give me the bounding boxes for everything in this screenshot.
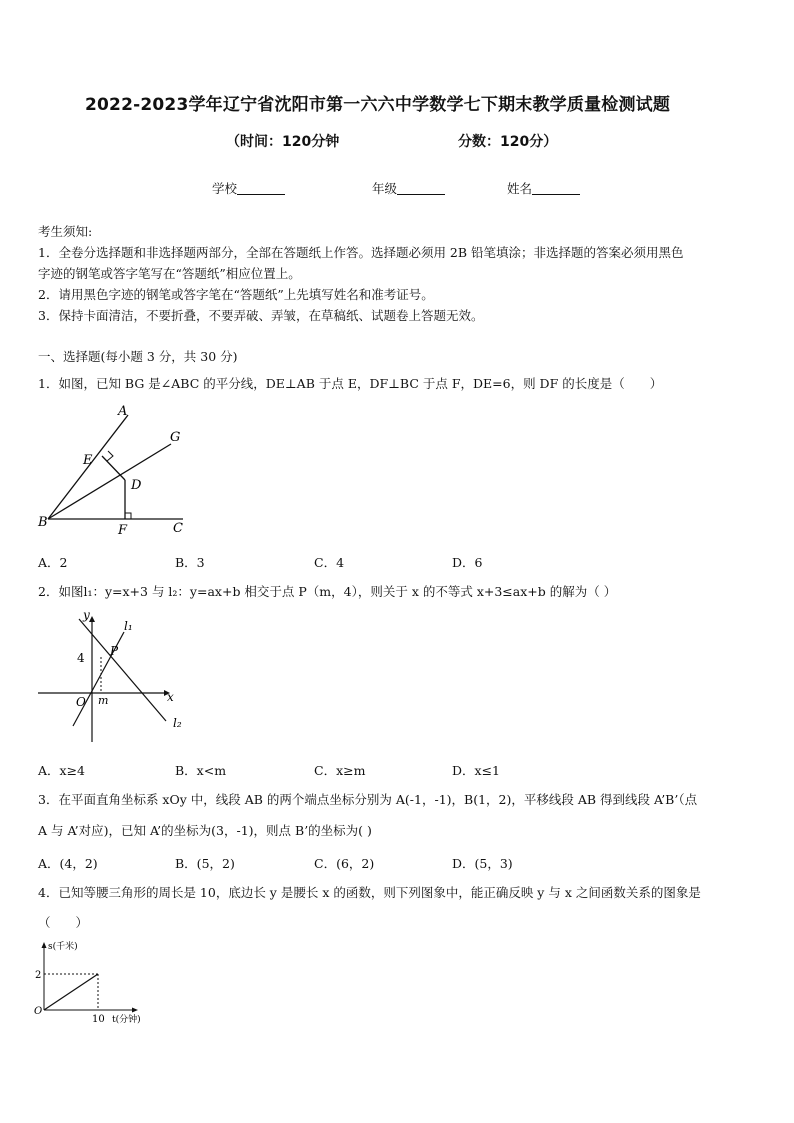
label-x: x [167,690,174,704]
page-title: 2022-2023学年辽宁省沈阳市第一六六中学数学七下期末教学质量检测试题 [85,95,671,115]
label-a: A [118,404,128,419]
label-t-axis: t(分钟) [112,1015,141,1025]
q1-option-c[interactable]: C．4 [314,555,345,570]
notice-heading: 考生须知: [38,224,93,239]
q2-stem: 2．如图l₁：y=x+3 与 l₂：y=ax+b 相交于点 P（m，4），则关于 x 的不等式 x+3≤ax+b 的解为（ ） [38,584,617,599]
s-axis-arrow [42,942,47,948]
label-s-axis: s(千米) [48,942,78,952]
time-label: （时间：120分钟 [226,134,340,150]
label-10: 10 [92,1014,105,1025]
school-field[interactable] [212,181,285,197]
label-o: O [34,1006,43,1017]
label-l1: l₁ [124,619,133,633]
segment-de [102,456,125,480]
q1-stem: 1．如图，已知 BG 是∠ABC 的平分线，DE⊥AB 于点 E，DF⊥BC 于点 F，DE=6，则 DF 的长度是（ ） [38,376,663,391]
notice-item-1b: 字迹的钢笔或答字笔写在“答题纸”相应位置上。 [38,266,301,281]
right-angle-f [125,513,131,519]
label-y: y [83,608,90,622]
school-label: 学校 [212,181,238,196]
school-blank[interactable] [237,182,285,195]
name-field[interactable] [507,181,580,197]
label-l2: l₂ [173,716,182,730]
notice-item-3: 3．保持卡面清洁，不要折叠，不要弄破、弄皱，在草稿纸、试题卷上答题无效。 [38,308,484,323]
score-label: 分数：120分） [458,134,558,150]
label-g: G [170,430,181,445]
label-c: C [173,521,183,536]
label-o: O [76,695,86,709]
q2-option-c[interactable]: C．x≥m [314,763,366,778]
line-bg [48,444,171,519]
label-2: 2 [35,970,42,981]
label-p: P [110,644,119,658]
label-b: B [38,515,48,530]
t-axis-arrow [132,1008,138,1013]
q3-option-b[interactable]: B．(5，2) [175,856,235,871]
label-m: m [98,694,109,707]
q4-line-1: 4．已知等腰三角形的周长是 10，底边长 y 是腰长 x 的函数，则下列图象中，能正确反映 y 与 x 之间函数关系的图象是 [38,885,701,900]
q3-line-1: 3．在平面直角坐标系 xOy 中，线段 AB 的两个端点坐标分别为 A(-1，-1)，B(1，2)，平移线段 AB 得到线段 A’B’（点 [38,792,698,807]
q3-option-a[interactable]: A．(4，2) [38,856,98,871]
label-4: 4 [77,651,85,665]
name-label: 姓名 [507,181,533,196]
grade-label: 年级 [372,181,398,196]
q2-option-d[interactable]: D．x≤1 [452,763,500,778]
y-axis-arrow [89,616,95,622]
q3-option-d[interactable]: D．(5，3) [452,856,513,871]
q2-option-a[interactable]: A．x≥4 [38,763,86,778]
q1-option-a[interactable]: A．2 [38,555,68,570]
q1-option-d[interactable]: D．6 [452,555,483,570]
q3-line-2: A 与 A’对应)，已知 A’的坐标为(3，-1)，则点 B’的坐标为( ) [38,823,372,838]
q4-figure [30,938,150,1028]
label-e: E [83,453,93,468]
q2-option-b[interactable]: B．x<m [175,763,227,778]
q3-option-c[interactable]: C．(6，2) [314,856,375,871]
q2-figure [36,608,196,748]
graph-line [44,974,98,1010]
notice-item-1a: 1．全卷分选择题和非选择题两部分，全部在答题纸上作答。选择题必须用 2B 铅笔填涂；非选择题的答案必须用黑色 [38,245,684,260]
label-d: D [131,478,142,493]
grade-field[interactable] [372,181,445,197]
label-f: F [118,523,128,538]
notice-item-2: 2．请用黑色字迹的钢笔或答字笔在“答题纸”上先填写姓名和准考证号。 [38,287,434,302]
q1-figure [36,400,196,540]
q4-line-2: （ ） [38,915,89,930]
right-angle-e [107,451,113,461]
grade-blank[interactable] [397,182,445,195]
section-heading: 一、选择题(每小题 3 分，共 30 分) [38,349,238,364]
name-blank[interactable] [532,182,580,195]
q1-option-b[interactable]: B．3 [175,555,205,570]
